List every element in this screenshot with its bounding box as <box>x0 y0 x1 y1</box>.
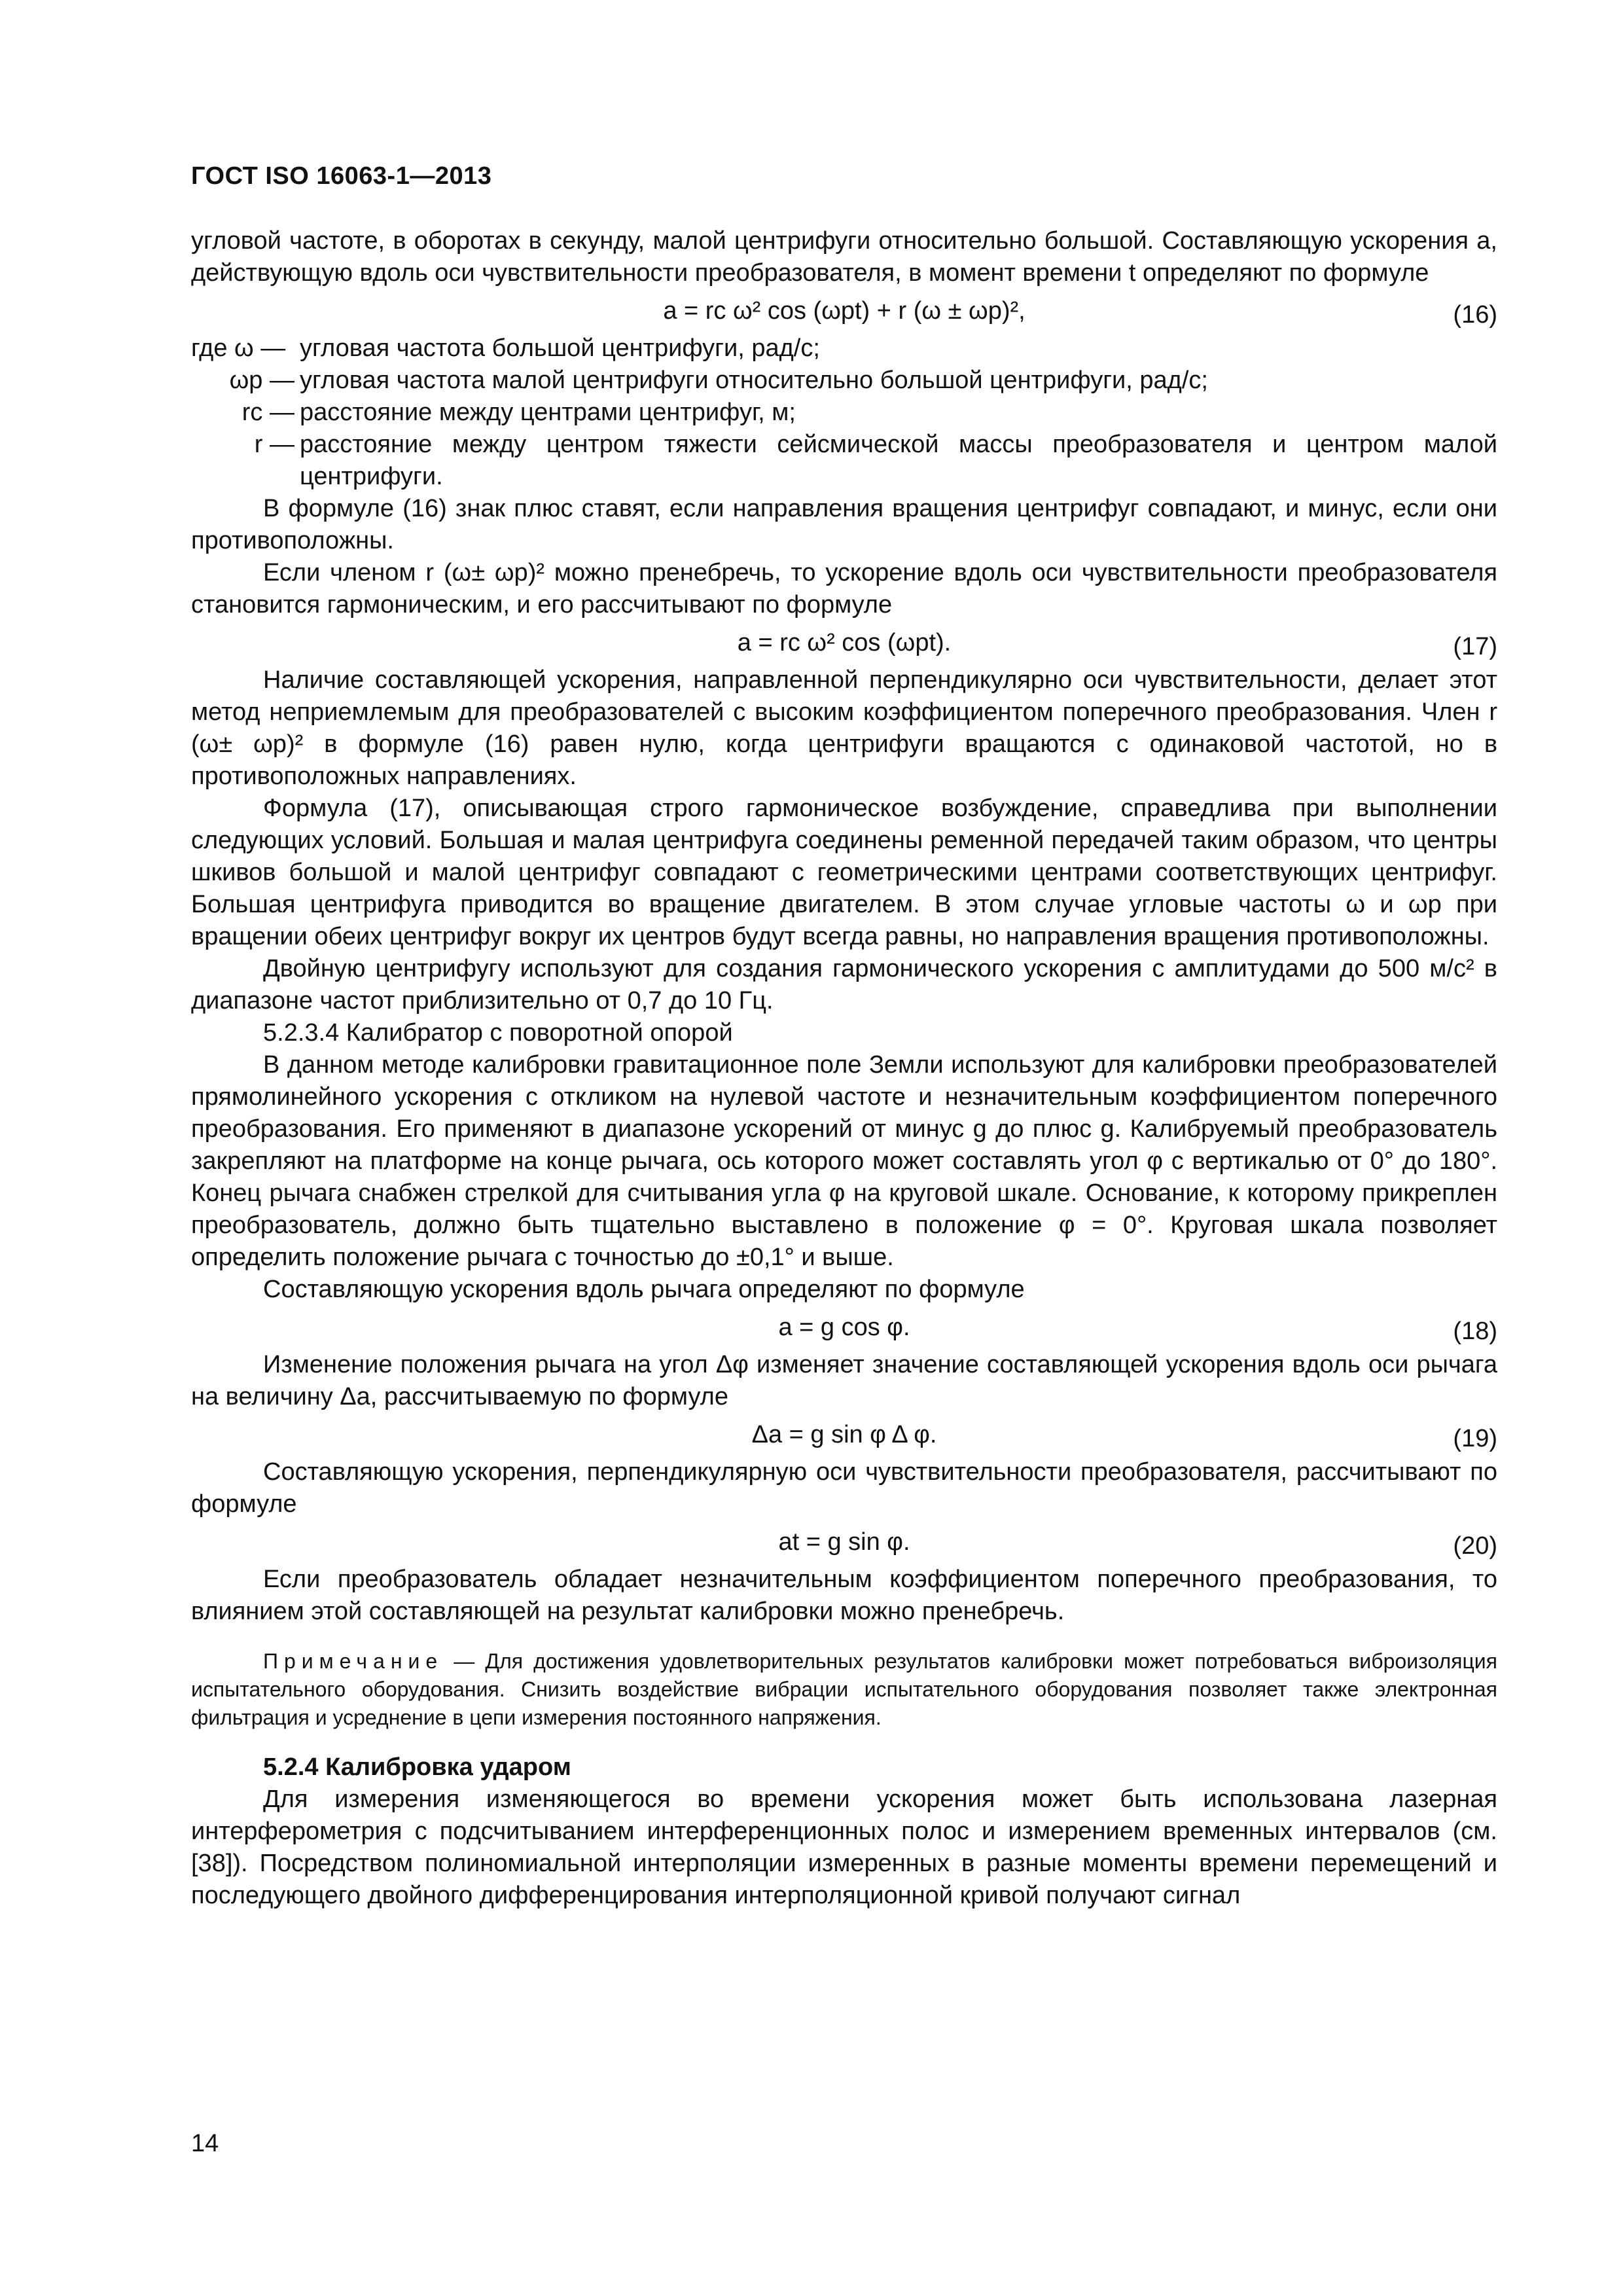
formula-16-number: (16) <box>1453 301 1497 329</box>
page-content <box>191 225 1497 1912</box>
legend-symbol: где ω — <box>191 334 286 362</box>
note-label: Примечание <box>263 1649 444 1673</box>
paragraph: Наличие составляющей ускорения, направленной перпендикулярно оси чувствительности, делает этот метод неприемлемым для преобразователей с высоким коэффициентом поперечного преобразования. Член r (ω± ωp)² в формуле (16) равен нулю, когда центрифуги вращаются с одинаковой частотой, но в противоположных направлениях. <box>191 666 1497 790</box>
legend-text: угловая частота малой центрифуги относительно большой центрифуги, рад/с; <box>300 367 1208 394</box>
formula-20 <box>191 1520 1497 1564</box>
formula-16-expression: a = rc ω² cos (ωpt) + r (ω ± ωp)², <box>663 297 1026 325</box>
legend-text: расстояние между центрами центрифуг, м; <box>300 399 796 426</box>
note-text: — Для достижения удовлетворительных результатов калибровки может потребоваться виброизоляция испытательного оборудования. Снизить воздействие вибрации испытательного оборудования позволяет также электронная фильтрация и усреднение в цепи измерения постоянного напряжения. <box>191 1649 1497 1729</box>
paragraph: В данном методе калибровки гравитационное поле Земли используют для калибровки преобразователей прямолинейного ускорения с откликом на нулевой частоте и незначительным коэффициентом поперечного преобразования. Его применяют в диапазоне ускорений от минус g до плюс g. Калибруемый преобразователь закрепляют на платформе на конце рычага, ось которого может составлять угол φ с вертикалью от 0° до 180°. Конец рычага снабжен стрелкой для считывания угла φ на круговой шкале. Основание, к которому прикреплен преобразователь, должно быть тщательно выставлено в положение φ = 0°. Круговая шкала позволяет определить положение рычага с точностью до ±0,1° и выше. <box>191 1051 1497 1271</box>
paragraph: Формула (17), описывающая строго гармоническое возбуждение, справедлива при выполнении следующих условий. Большая и малая центрифуга соединены ременной передачей таким образом, что центры шкивов большой и малой центрифуг совпадают с геометрическими центрами соответствующих центрифуг. Большая центрифуга приводится во вращение двигателем. В этом случае угловые частоты ω и ωp при вращении обеих центрифуг вокруг их центров будут всегда равны, но направления вращения противоположны. <box>191 795 1497 950</box>
section-heading: 5.2.4 Калибровка ударом <box>263 1753 571 1781</box>
formula-legend <box>191 332 1497 493</box>
legend-symbol: r — <box>254 431 294 458</box>
paragraph: Если членом r (ω± ωp)² можно пренебречь, то ускорение вдоль оси чувствительности преобразователя становится гармоническим, и его рассчитывают по формуле <box>191 559 1497 619</box>
formula-19-number: (19) <box>1453 1425 1497 1452</box>
paragraph: Двойную центрифугу используют для создания гармонического ускорения с амплитудами до 500 м/с² в диапазоне частот приблизительно от 0,7 до 10 Гц. <box>191 955 1497 1014</box>
subsection-title: 5.2.3.4 Калибратор с поворотной опорой <box>263 1019 733 1047</box>
legend-text: расстояние между центром тяжести сейсмической массы преобразователя и центром малой центрифуги. <box>300 431 1497 490</box>
formula-19-expression: Δa = g sin φ Δ φ. <box>751 1421 937 1448</box>
page-number: 14 <box>191 2130 219 2157</box>
formula-18 <box>191 1306 1497 1349</box>
paragraph: Если преобразователь обладает незначительным коэффициентом поперечного преобразования, то влиянием этой составляющей на результат калибровки можно пренебречь. <box>191 1566 1497 1625</box>
paragraph: Изменение положения рычага на угол Δφ изменяет значение составляющей ускорения вдоль оси рычага на величину Δa, рассчитываемую по формуле <box>191 1351 1497 1410</box>
formula-18-number: (18) <box>1453 1318 1497 1345</box>
formula-18-expression: a = g cos φ. <box>778 1314 910 1341</box>
paragraph-continuation: угловой частоте, в оборотах в секунду, малой центрифуги относительно большой. Составляющую ускорения a, действующую вдоль оси чувствительности преобразователя, в момент времени t определяют по формуле <box>191 227 1497 287</box>
legend-row <box>191 397 1497 429</box>
formula-19 <box>191 1413 1497 1456</box>
legend-symbol: rc — <box>241 399 294 426</box>
legend-text: угловая частота большой центрифуги, рад/с; <box>300 334 820 362</box>
formula-17 <box>191 621 1497 664</box>
paragraph: Для измерения изменяющегося во времени ускорения может быть использована лазерная интерферометрия с подсчитыванием интерференционных полос и измерением временных интервалов (см. [38]). Посредством полиномиальной интерполяции измеренных в разные моменты времени перемещений и последующего двойного дифференцирования интерполяционной кривой получают сигнал <box>191 1785 1497 1909</box>
legend-row <box>191 429 1497 493</box>
document-header: ГОСТ ISO 16063-1—2013 <box>191 162 492 190</box>
paragraph: Составляющую ускорения вдоль рычага определяют по формуле <box>263 1276 1025 1303</box>
legend-symbol: ωp — <box>229 367 294 394</box>
legend-row <box>191 365 1497 397</box>
formula-17-number: (17) <box>1453 633 1497 660</box>
paragraph: В формуле (16) знак плюс ставят, если направления вращения центрифуг совпадают, и минус, если они противоположны. <box>191 495 1497 554</box>
formula-20-expression: at = g sin φ. <box>778 1528 910 1556</box>
legend-row <box>191 332 1497 365</box>
formula-20-number: (20) <box>1453 1532 1497 1560</box>
paragraph: Составляющую ускорения, перпендикулярную оси чувствительности преобразователя, рассчитывают по формуле <box>191 1458 1497 1518</box>
note <box>191 1647 1497 1732</box>
formula-16 <box>191 289 1497 332</box>
formula-17-expression: a = rc ω² cos (ωpt). <box>737 629 952 656</box>
